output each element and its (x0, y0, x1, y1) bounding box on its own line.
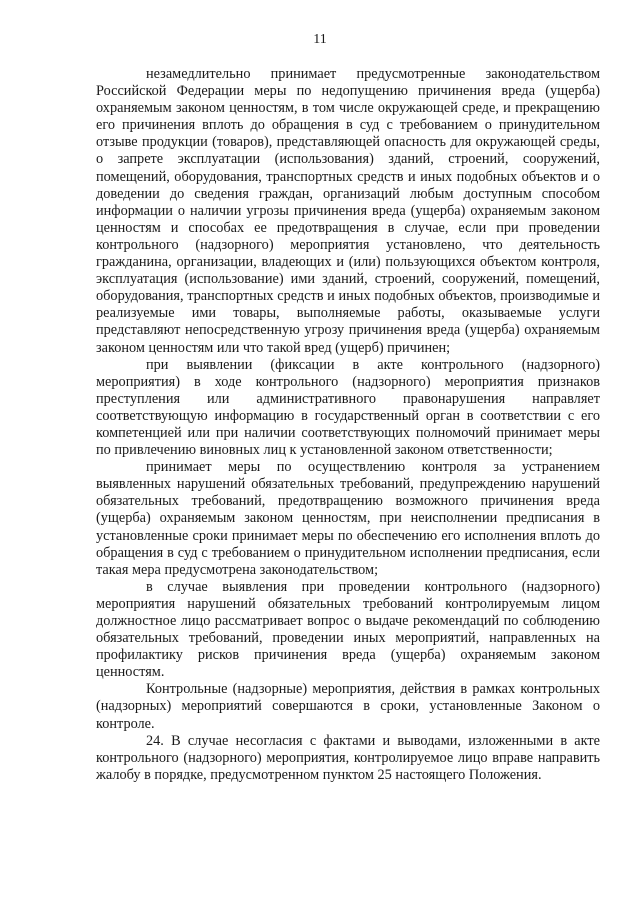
paragraph-control-elimination: принимает меры по осуществлению контроля за устранением выявленных нарушений обязательных требований, предупреждению нарушений обязательных требований, предотвращению возможного причинения вреда (ущерба) охраняемым законом ценностям, при неисполнении предписания в установленные сроки принимает меры по обеспечению его исполнения вплоть до обращения в суд с требованием о принудительном исполнении предписания, если такая мера предусмотрена законодательством; (96, 459, 600, 578)
page-number: 11 (313, 32, 327, 47)
document-body (96, 66, 600, 784)
paragraph-urgent-measures: незамедлительно принимает предусмотренные законодательством Российской Федерации меры по недопущению причинения вреда (ущерба) охраняемым законом ценностям, в том числе окружающей среде, и прекращению его причинения вплоть до обращения в суд с требованием о принудительном отзыве продукции (товаров), представляющей опасность для окружающей среды, о запрете эксплуатации (использования) зданий, строений, сооружений, помещений, оборудования, транспортных средств и иных подобных объектов и о доведении до сведения граждан, организаций любым доступным способом информации о наличии угрозы причинения вреда (ущерба) охраняемым законом ценностям и способах ее предотвращения в случае, если при проведении контрольного (надзорного) мероприятия установлено, что деятельность гражданина, организации, владеющих и (или) пользующихся объектом контроля, эксплуатация (использование) ими зданий, строений, сооружений, помещений, оборудования, транспортных средств и иных подобных объектов, производимые и реализуемые ими товары, выполняемые работы, оказываемые услуги представляют непосредственную угрозу причинения вреда (ущерба) охраняемым законом ценностям или что такой вред (ущерб) причинен; (96, 66, 600, 356)
paragraph-recommendations: в случае выявления при проведении контрольного (надзорного) мероприятия нарушений обязательных требований контролируемым лицом должностное лицо рассматривает вопрос о выдаче рекомендаций по соблюдению обязательных требований, проведении иных мероприятий, направленных на профилактику рисков причинения вреда (ущерба) охраняемым законом ценностям. (96, 578, 600, 681)
paragraph-deadlines: Контрольные (надзорные) мероприятия, действия в рамках контрольных (надзорных) мероприятий совершаются в сроки, установленные Законом о контроле. (96, 681, 600, 732)
paragraph-crime-signs: при выявлении (фиксации в акте контрольного (надзорного) мероприятия) в ходе контрольного (надзорного) мероприятия признаков преступления или административного правонарушения направляет соответствующую информацию в государственный орган в соответствии с его компетенцией или при наличии соответствующих полномочий принимает меры по привлечению виновных лиц к установленной законом ответственности; (96, 356, 600, 459)
paragraph-item-24: 24. В случае несогласия с фактами и выводами, изложенными в акте контрольного (надзорного) мероприятия, контролируемое лицо вправе направить жалобу в порядке, предусмотренном пунктом 25 настоящего Положения. (96, 732, 600, 783)
